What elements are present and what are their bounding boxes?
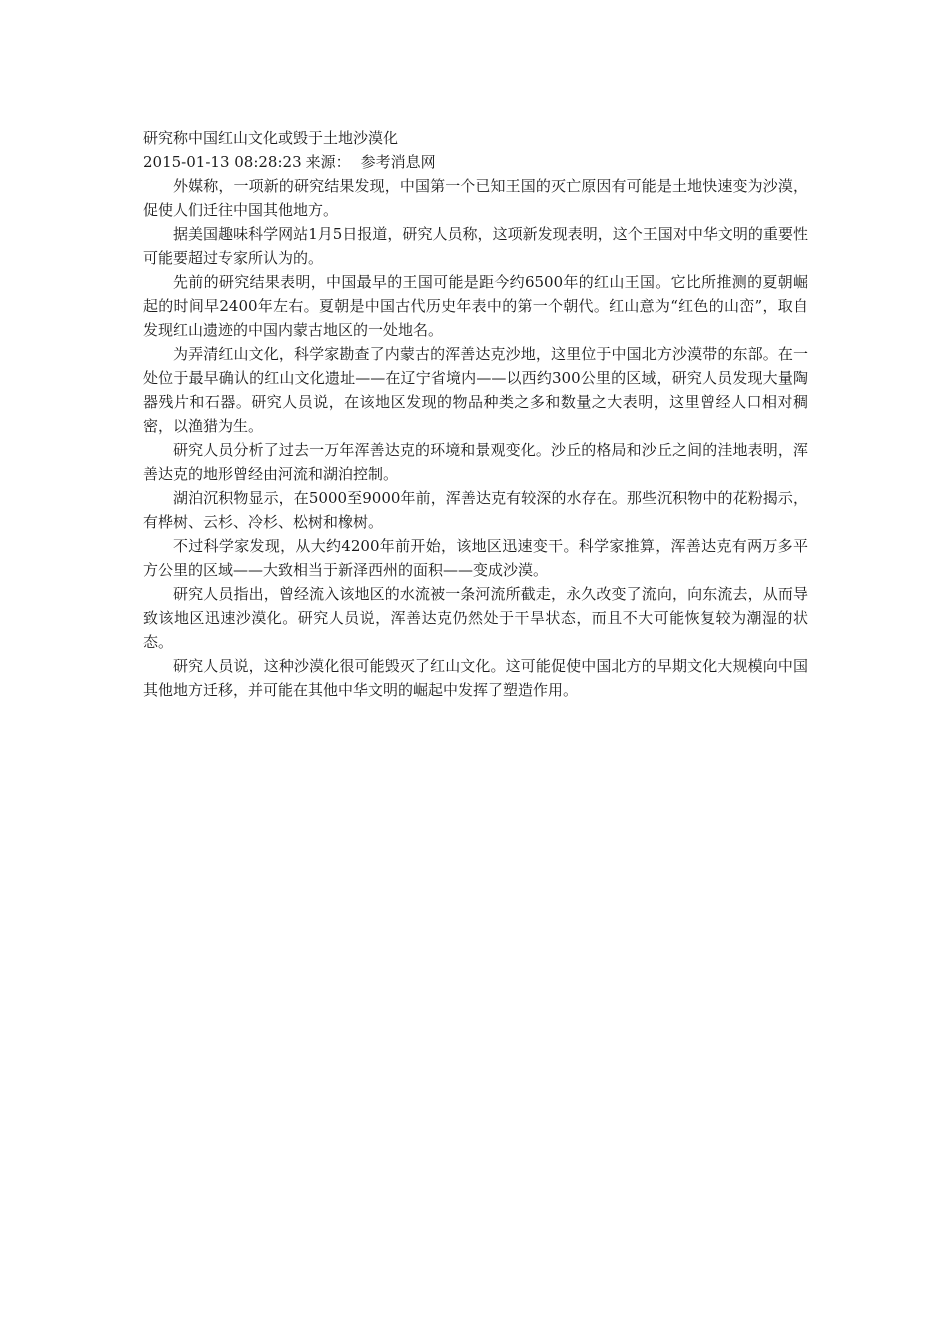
paragraph-7: 不过科学家发现，从大约4200年前开始，该地区迅速变干。科学家推算，浑善达克有两万多平方公里的区域——大致相当于新泽西州的面积——变成沙漠。 <box>143 537 808 579</box>
source-label: 来源： <box>305 153 351 171</box>
article-meta <box>143 150 808 174</box>
paragraph-9: 研究人员说，这种沙漠化很可能毁灭了红山文化。这可能促使中国北方的早期文化大规模向中国其他地方迁移，并可能在其他中华文明的崛起中发挥了塑造作用。 <box>143 657 808 699</box>
article-datetime: 2015-01-13 08:28:23 <box>143 153 302 171</box>
article-title: 研究称中国红山文化或毁于土地沙漠化 <box>143 129 399 147</box>
paragraph-2: 据美国趣味科学网站1月5日报道，研究人员称，这项新发现表明，这个王国对中华文明的重要性可能要超过专家所认为的。 <box>143 225 808 267</box>
source-name: 参考消息网 <box>360 153 436 171</box>
paragraph-4: 为弄清红山文化，科学家勘查了内蒙古的浑善达克沙地，这里位于中国北方沙漠带的东部。在一处位于最早确认的红山文化遗址——在辽宁省境内——以西约300公里的区域，研究人员发现大量陶器残片和石器。研究人员说，在该地区发现的物品种类之多和数量之大表明，这里曾经人口相对稠密，以渔猎为生。 <box>143 345 808 435</box>
paragraph-6: 湖泊沉积物显示，在5000至9000年前，浑善达克有较深的水存在。那些沉积物中的花粉揭示，有桦树、云杉、冷杉、松树和橡树。 <box>143 489 808 531</box>
document-page <box>143 126 808 702</box>
paragraph-3: 先前的研究结果表明，中国最早的王国可能是距今约6500年的红山王国。它比所推测的夏朝崛起的时间早2400年左右。夏朝是中国古代历史年表中的第一个朝代。红山意为“红色的山峦”，取自发现红山遗迹的中国内蒙古地区的一处地名。 <box>143 273 808 339</box>
paragraph-1: 外媒称，一项新的研究结果发现，中国第一个已知王国的灭亡原因有可能是土地快速变为沙漠，促使人们迁往中国其他地方。 <box>143 177 808 219</box>
paragraph-5: 研究人员分析了过去一万年浑善达克的环境和景观变化。沙丘的格局和沙丘之间的洼地表明，浑善达克的地形曾经由河流和湖泊控制。 <box>143 441 808 483</box>
paragraph-8: 研究人员指出，曾经流入该地区的水流被一条河流所截走，永久改变了流向，向东流去，从而导致该地区迅速沙漠化。研究人员说，浑善达克仍然处于干旱状态，而且不大可能恢复较为潮湿的状态。 <box>143 585 808 651</box>
